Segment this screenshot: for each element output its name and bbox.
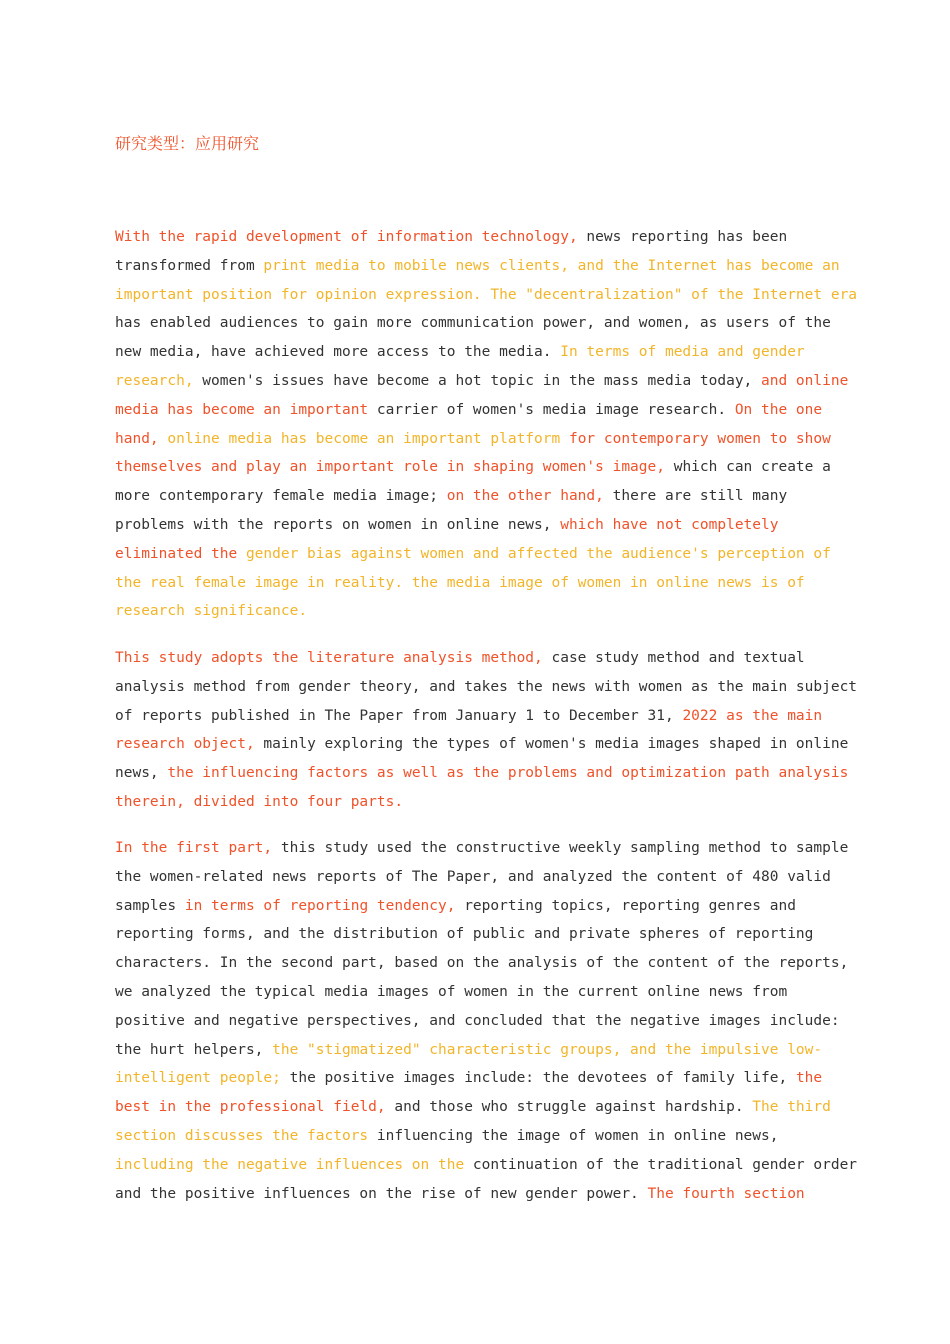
text-line <box>115 252 857 281</box>
highlighted-text-segment: the real female image in reality. the media image of women in online news is of <box>115 574 805 591</box>
highlighted-text-segment: therein, divided into four parts. <box>115 793 404 810</box>
highlighted-text-segment: In terms of media and gender <box>560 344 805 361</box>
highlighted-text-segment: media has become an important <box>115 401 369 418</box>
text-segment: problems with the reports on women in online news, <box>115 516 561 533</box>
text-line <box>115 949 857 978</box>
highlighted-text-segment: eliminated the <box>115 545 238 562</box>
text-segment: has enabled audiences to gain more communication power, and women, as users of the <box>115 315 831 332</box>
highlighted-text-segment: online media has become an important platform <box>158 430 561 447</box>
abstract-paragraph-3 <box>115 834 857 1208</box>
highlighted-text-segment: print media to mobile news clients, and the Internet has become an <box>263 257 840 274</box>
text-segment: mainly exploring the types of women's media images shaped in online <box>254 736 849 753</box>
text-line <box>115 1036 857 1065</box>
text-line <box>115 1093 857 1122</box>
text-segment: news, <box>115 765 168 782</box>
text-line <box>115 1180 857 1209</box>
text-segment: the women-related news reports of The Paper, and analyzed the content of 480 valid <box>115 868 831 885</box>
text-line <box>115 920 857 949</box>
text-line <box>115 597 857 626</box>
text-segment: the hurt helpers, <box>115 1041 273 1058</box>
text-line <box>115 673 857 702</box>
text-segment: we analyzed the typical media images of women in the current online news from <box>115 983 788 1000</box>
text-segment: new media, have achieved more access to the media. <box>115 344 561 361</box>
text-line <box>115 892 857 921</box>
text-line <box>115 511 857 540</box>
highlighted-text-segment: section discusses the factors <box>115 1127 369 1144</box>
highlighted-text-segment: the "stigmatized" characteristic groups, and the impulsive low- <box>272 1041 823 1058</box>
highlighted-text-segment: best in the professional field, <box>115 1099 386 1116</box>
text-line <box>115 834 857 863</box>
highlighted-text-segment: including the negative influences on the <box>115 1156 465 1173</box>
text-line <box>115 396 857 425</box>
abstract-paragraph-1 <box>115 223 857 626</box>
text-line <box>115 863 857 892</box>
highlighted-text-segment: research object, <box>115 736 255 753</box>
text-segment: more contemporary female media image; <box>115 488 447 505</box>
text-segment: this study used the constructive weekly sampling method to sample <box>272 840 849 856</box>
text-line <box>115 309 857 338</box>
text-segment: which can create a <box>664 459 831 476</box>
highlighted-text-segment: 2022 as the main <box>682 707 823 724</box>
text-line <box>115 223 857 252</box>
text-segment: there are still many <box>603 488 788 505</box>
text-segment: characters. In the second part, based on the analysis of the content of the reports, <box>115 955 849 972</box>
highlighted-text-segment: In the first part, <box>115 840 273 856</box>
text-line <box>115 281 857 310</box>
text-segment: news reporting has been <box>577 229 788 245</box>
text-line <box>115 978 857 1007</box>
text-segment: reporting topics, reporting genres and <box>455 897 796 914</box>
highlighted-text-segment: This study adopts the literature analysis method, <box>115 650 543 666</box>
text-segment: and those who struggle against hardship. <box>385 1099 753 1116</box>
text-segment: women's issues have become a hot topic in the mass media today, <box>193 372 762 389</box>
text-segment: continuation of the traditional gender order <box>464 1156 858 1173</box>
text-line <box>115 1007 857 1036</box>
highlighted-text-segment: which have not completely <box>560 516 779 533</box>
highlighted-text-segment: The fourth section <box>647 1185 805 1202</box>
text-line <box>115 482 857 511</box>
highlighted-text-segment: gender bias against women and affected the audience's perception of <box>237 545 831 562</box>
text-segment: transformed from <box>115 257 264 274</box>
text-line <box>115 367 857 396</box>
text-segment: samples <box>115 897 185 914</box>
highlighted-text-segment: and online <box>761 372 849 389</box>
text-line <box>115 759 857 788</box>
text-line <box>115 644 857 673</box>
text-line <box>115 540 857 569</box>
abstract-paragraph-2 <box>115 644 857 817</box>
text-segment: the positive images include: the devotees of family life, <box>280 1070 796 1087</box>
text-line <box>115 1151 857 1180</box>
text-line <box>115 730 857 759</box>
highlighted-text-segment: With the rapid development of information technology, <box>115 229 578 245</box>
highlighted-text-segment: research, <box>115 372 194 389</box>
highlighted-text-segment: on the other hand, <box>446 488 604 505</box>
highlighted-text-segment: in terms of reporting tendency, <box>184 897 456 914</box>
text-line <box>115 1122 857 1151</box>
text-line <box>115 702 857 731</box>
highlighted-text-segment: for contemporary women to show <box>560 430 831 447</box>
text-segment: of reports published in The Paper from January 1 to December 31, <box>115 707 683 724</box>
text-segment: and the positive influences on the rise of new gender power. <box>115 1185 648 1202</box>
text-segment: analysis method from gender theory, and takes the news with women as the main subject <box>115 678 858 695</box>
highlighted-text-segment: The third <box>752 1099 831 1116</box>
text-line <box>115 425 857 454</box>
text-segment: reporting forms, and the distribution of public and private spheres of reporting <box>115 926 814 943</box>
highlighted-text-segment: On the one <box>734 401 823 418</box>
highlighted-text-segment: intelligent people; <box>115 1070 281 1087</box>
text-segment: influencing the image of women in online news, <box>368 1127 779 1144</box>
text-segment: case study method and textual <box>542 650 805 666</box>
highlighted-text-segment: the <box>795 1070 823 1087</box>
highlighted-text-segment: research significance. <box>115 603 308 620</box>
text-line <box>115 1064 857 1093</box>
text-line <box>115 788 857 817</box>
text-line <box>115 569 857 598</box>
highlighted-text-segment: the influencing factors as well as the problems and optimization path analysis <box>167 765 849 782</box>
text-segment: positive and negative perspectives, and concluded that the negative images include: <box>115 1012 840 1029</box>
text-line <box>115 338 857 367</box>
highlighted-text-segment: themselves and play an important role in shaping women's image, <box>115 459 665 476</box>
highlighted-text-segment: important position for opinion expression. The "decentralization" of the Internet era <box>115 286 858 303</box>
research-type-heading: 研究类型：应用研究 <box>115 134 260 153</box>
text-segment: carrier of women's media image research. <box>368 401 735 418</box>
text-line <box>115 453 857 482</box>
highlighted-text-segment: hand, <box>115 430 159 447</box>
